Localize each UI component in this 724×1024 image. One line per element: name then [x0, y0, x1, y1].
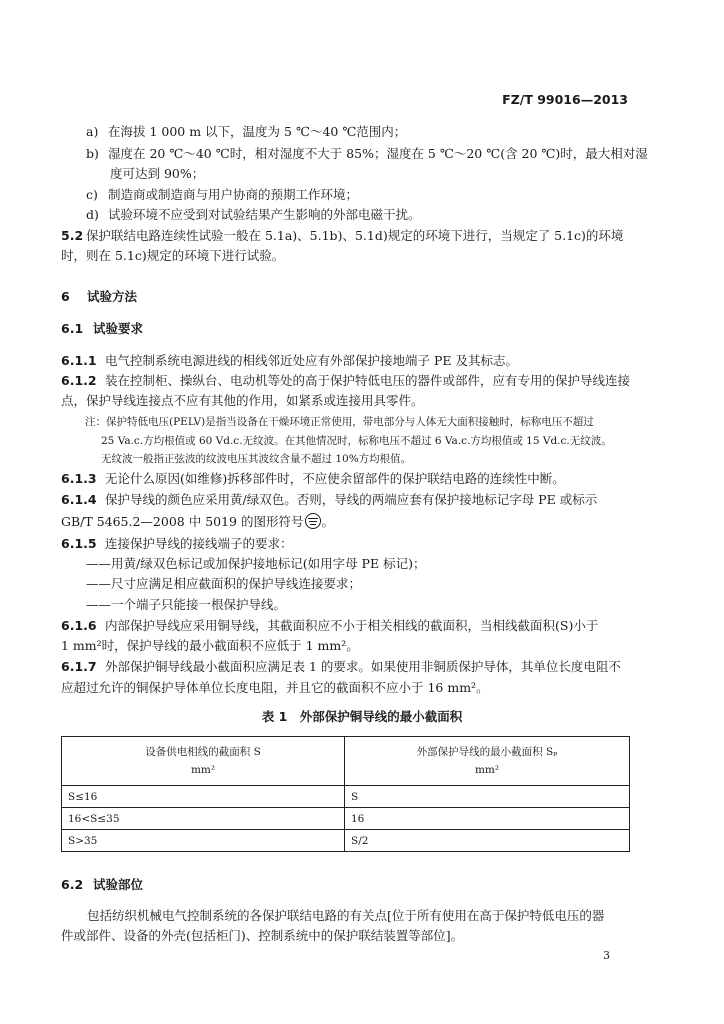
list-item: b) 湿度在 20 ℃～40 ℃时，相对湿度不大于 85%；湿度在 5 ℃～20 ℃(含 20 ℃)时，最大相对湿	[86, 146, 648, 161]
clause-6-1-4-continuation: GB/T 5465.2—2008 中 5019 的图形符号 。	[61, 514, 334, 529]
clause-6-1-4: 6.1.4 保护导线的颜色应采用黄/绿双色。否则，导线的两端应套有保护接地标记字母 PE 或标示	[61, 492, 598, 507]
clause-6-1-3: 6.1.3 无论什么原因(如维修)拆移部件时，不应使余留部件的保护联结电路的连续性中断。	[61, 471, 565, 486]
table-caption: 表 1 外部保护铜导线的最小截面积	[261, 709, 463, 724]
clause-6-1-2: 6.1.2 装在控制柜、操纵台、电动机等处的高于保护特低电压的器件或部件，应有专用的保护导线连接	[61, 373, 631, 388]
table-cell: S≤16	[62, 786, 345, 808]
standard-code-header: FZ/T 99016—2013	[502, 92, 628, 107]
clause-6-1-7: 6.1.7 外部保护铜导线最小截面积应满足表 1 的要求。如果使用非铜质保护导体，其单位长度电阻不	[61, 659, 621, 674]
section-6-2-body: 包括纺织机械电气控制系统的各保护联结电路的有关点[位于所有使用在高于保护特低电压的器	[87, 908, 605, 923]
list-item: ——用黄/绿双色标记或加保护接地标记(如用字母 PE 标记)；	[86, 556, 426, 571]
table-cell: 16	[345, 808, 630, 830]
list-item: ——一个端子只能接一根保护导线。	[86, 597, 287, 612]
clause-6-1-7-continuation: 应超过允许的铜保护导体单位长度电阻，并且它的截面积不应小于 16 mm²。	[61, 680, 489, 695]
table-cell: S/2	[345, 830, 630, 852]
list-item: a) 在海拔 1 000 m 以下，温度为 5 ℃～40 ℃范围内；	[86, 124, 407, 139]
table-1	[61, 736, 630, 852]
table-cell: S>35	[62, 830, 345, 852]
note: 注：保护特低电压(PELV)是指当设备在干燥环境正常使用，带电部分与人体无大面积接触时，标称电压不超过	[85, 416, 594, 428]
table-header-cell: 外部保护导线的最小截面积 Sₚ mm²	[345, 737, 630, 786]
clause-5-2-continuation: 时，则在 5.1c)规定的环境下进行试验。	[61, 248, 285, 263]
page-number: 3	[603, 949, 610, 962]
clause-6-1-2-continuation: 点，保护导线连接点不应有其他的作用，如紧系或连接用具零件。	[61, 393, 424, 408]
list-item-continuation: 度可达到 90%；	[110, 166, 205, 181]
clause-6-1-6: 6.1.6 内部保护导线应采用铜导线，其截面积应不小于相关相线的截面积，当相线截面积(S)小于	[61, 618, 599, 633]
clause-6-1-1: 6.1.1 电气控制系统电源进线的相线邻近处应有外部保护接地端子 PE 及其标志。	[61, 353, 518, 368]
list-item: c) 制造商或制造商与用户协商的预期工作环境；	[86, 187, 359, 202]
protective-earth-icon	[305, 513, 321, 529]
section-6-2-body-continuation: 件或部件、设备的外壳(包括柜门)、控制系统中的保护联结装置等部位]。	[61, 928, 464, 943]
note-continuation: 25 Va.c.方均根值或 60 Vd.c.无纹波。在其他情况时，标称电压不超过 6 Va.c.方均根值或 15 Vd.c.无纹波。	[101, 435, 612, 447]
table-cell: S	[345, 786, 630, 808]
list-item: d) 试验环境不应受到对试验结果产生影响的外部电磁干扰。	[86, 207, 421, 222]
clause-6-1-6-continuation: 1 mm²时，保护导线的最小截面积不应低于 1 mm²。	[61, 638, 359, 653]
list-item: ——尺寸应满足相应截面积的保护导线连接要求；	[86, 576, 362, 591]
clause-6-1-5: 6.1.5 连接保护导线的接线端子的要求：	[61, 536, 293, 551]
table-header-cell: 设备供电相线的截面积 S mm²	[62, 737, 345, 786]
note-continuation: 无纹波一般指正弦波的纹波电压其波纹含量不超过 10%方均根值。	[101, 453, 412, 465]
section-6-2-heading: 6.2 试验部位	[61, 877, 144, 892]
table-row	[62, 808, 630, 830]
table-cell: 16<S≤35	[62, 808, 345, 830]
section-6-1-heading: 6.1 试验要求	[61, 321, 144, 336]
section-6-heading: 6 试验方法	[61, 289, 138, 304]
table-row	[62, 830, 630, 852]
clause-5-2: 5.2 保护联结电路连续性试验一般在 5.1a)、5.1b)、5.1d)规定的环境下进行，当规定了 5.1c)的环境	[61, 228, 624, 243]
table-row	[62, 786, 630, 808]
